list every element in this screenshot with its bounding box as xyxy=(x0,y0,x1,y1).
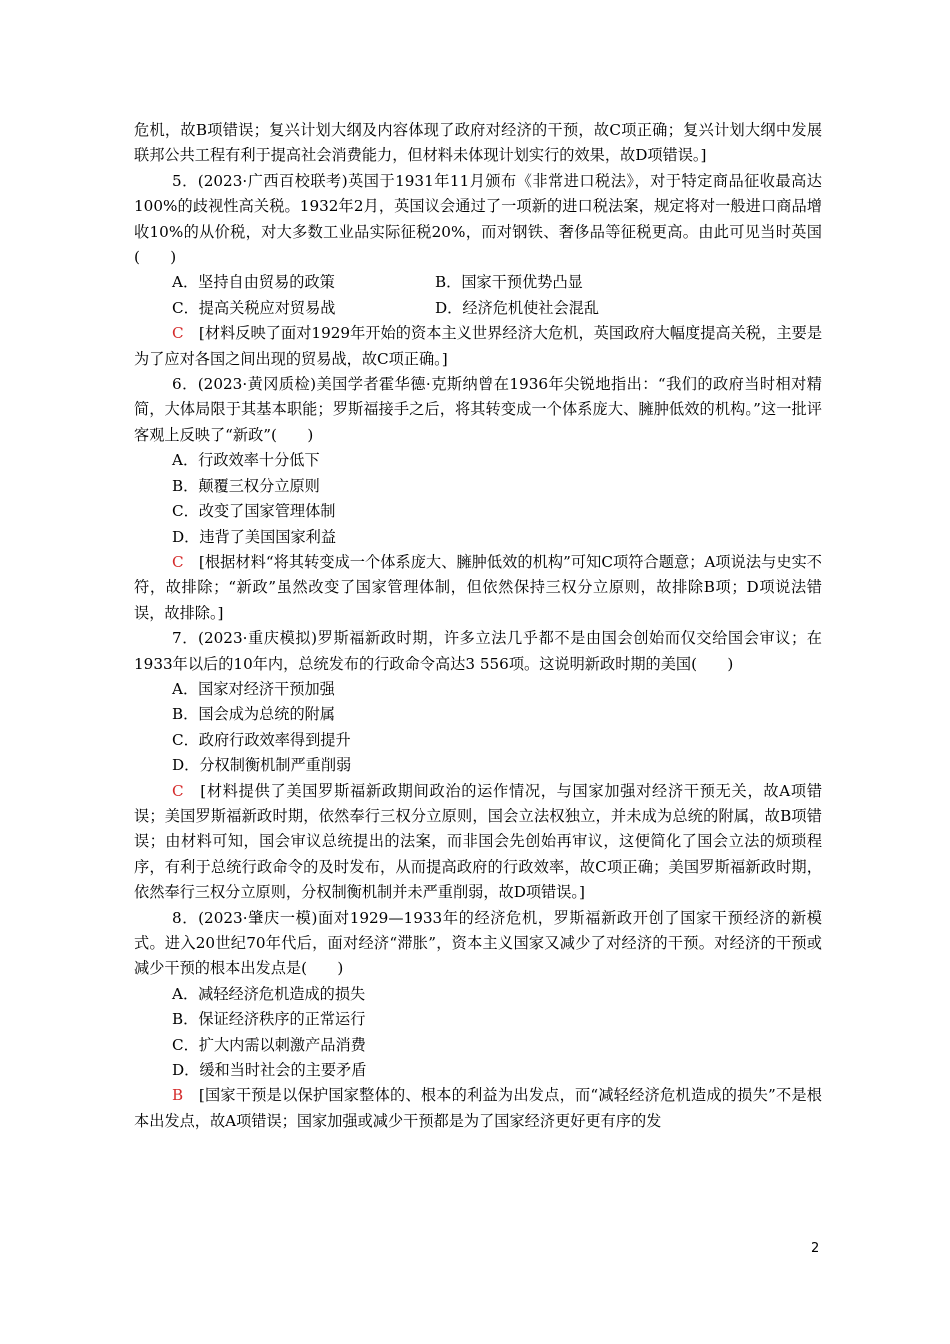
question-5-options-row-2 xyxy=(134,296,822,321)
answer-explanation: [材料反映了面对1929年开始的资本主义世界经济大危机，英国政府大幅度提高关税，主要是为了应对各国之间出现的贸易战，故C项正确。] xyxy=(134,324,823,368)
question-7-answer xyxy=(134,779,822,906)
question-7-stem: 7．(2023·重庆模拟)罗斯福新政时期，许多立法几乎都不是由国会创始而仅交给国会审议；在1933年以后的10年内，总统发布的行政命令高达3 556项。这说明新政时期的美国( ) xyxy=(134,629,822,673)
question-8-stem: 8．(2023·肇庆一模)面对1929—1933年的经济危机，罗斯福新政开创了国家干预经济的新模式。进入20世纪70年代后，面对经济“滞胀”，资本主义国家又减少了对经济的干预。对经济的干预或减少干预的根本出发点是( ) xyxy=(134,908,822,978)
answer-letter: C xyxy=(172,324,184,343)
answer-letter: C xyxy=(172,781,184,800)
previous-answer-tail: 危机，故B项错误；复兴计划大纲及内容体现了政府对经济的干预，故C项正确；复兴计划大纲中发展联邦公共工程有利于提高社会消费能力，但材料未体现计划实行的效果，故D项错误。] xyxy=(134,121,822,165)
answer-explanation: [根据材料“将其转变成一个体系庞大、臃肿低效的机构”可知C项符合题意；A项说法与史实不符，故排除；“新政”虽然改变了国家管理体制，但依然保持三权分立原则，故排除B项；D项说法错误，故排除。] xyxy=(134,552,822,622)
question-5-options-row-1 xyxy=(134,270,822,295)
option-d: D．经济危机使社会混乱 xyxy=(435,298,600,317)
option-b: B．国家干预优势凸显 xyxy=(435,273,583,292)
option-b: B．颠覆三权分立原则 xyxy=(172,476,320,495)
option-c: C．提高关税应对贸易战 xyxy=(172,298,336,317)
option-a: A．减轻经济危机造成的损失 xyxy=(172,984,366,1003)
document-body xyxy=(134,118,822,1134)
question-8 xyxy=(134,906,822,1135)
question-6-stem: 6．(2023·黄冈质检)美国学者霍华德·克斯纳曾在1936年尖锐地指出：“我们的政府当时相对精简，大体局限于其基本职能；罗斯福接手之后，将其转变成一个体系庞大、臃肿低效的机构。”这一批评客观上反映了“新政”( ) xyxy=(134,375,822,444)
question-6-answer xyxy=(134,550,822,626)
option-c: C．政府行政效率得到提升 xyxy=(172,730,351,749)
option-b: B．国会成为总统的附属 xyxy=(172,705,336,724)
option-c: C．扩大内需以刺激产品消费 xyxy=(172,1035,366,1054)
option-d: D．缓和当时社会的主要矛盾 xyxy=(172,1061,367,1080)
answer-explanation: [国家干预是以保护国家整体的、根本的利益为出发点，而“减轻经济危机造成的损失”不是根本出发点，故A项错误；国家加强或减少干预都是为了国家经济更好更有序的发 xyxy=(134,1086,822,1130)
option-c: C．改变了国家管理体制 xyxy=(172,502,336,521)
question-7 xyxy=(134,626,822,905)
option-a: A．行政效率十分低下 xyxy=(172,451,320,470)
question-5-answer xyxy=(134,321,822,372)
option-a: A．坚持自由贸易的政策 xyxy=(172,273,335,292)
option-d: D．分权制衡机制严重削弱 xyxy=(172,756,352,775)
option-b: B．保证经济秩序的正常运行 xyxy=(172,1010,366,1029)
question-8-answer xyxy=(134,1083,822,1134)
question-5 xyxy=(134,169,822,372)
answer-letter: C xyxy=(172,552,184,571)
answer-letter: B xyxy=(172,1086,184,1105)
option-a: A．国家对经济干预加强 xyxy=(172,679,335,698)
question-5-stem: 5．(2023·广西百校联考)英国于1931年11月颁布《非常进口税法》，对于特定商品征收最高达100%的歧视性高关税。1932年2月，英国议会通过了一项新的进口税法案，规定将对一般进口商品增收10%的从价税，对大多数工业品实际征税20%，而对钢铁、奢侈品等征税更高。由此可见当时英国( ) xyxy=(134,171,822,267)
question-6 xyxy=(134,372,822,626)
answer-explanation: [材料提供了美国罗斯福新政期间政治的运作情况，与国家加强对经济干预无关，故A项错误；美国罗斯福新政时期，依然奉行三权分立原则，国会立法权独立，并未成为总统的附属，故B项错误；由材料可知，国会审议总统提出的法案，而非国会先创始再审议，这便简化了国会立法的烦琐程序，有利于总统行政命令的及时发布，从而提高政府的行政效率，故C项正确；美国罗斯福新政时期，依然奉行三权分立原则，分权制衡机制并未严重削弱，故D项错误。] xyxy=(134,781,823,902)
page-number: 2 xyxy=(811,1241,820,1256)
option-d: D．违背了美国国家利益 xyxy=(172,527,337,546)
